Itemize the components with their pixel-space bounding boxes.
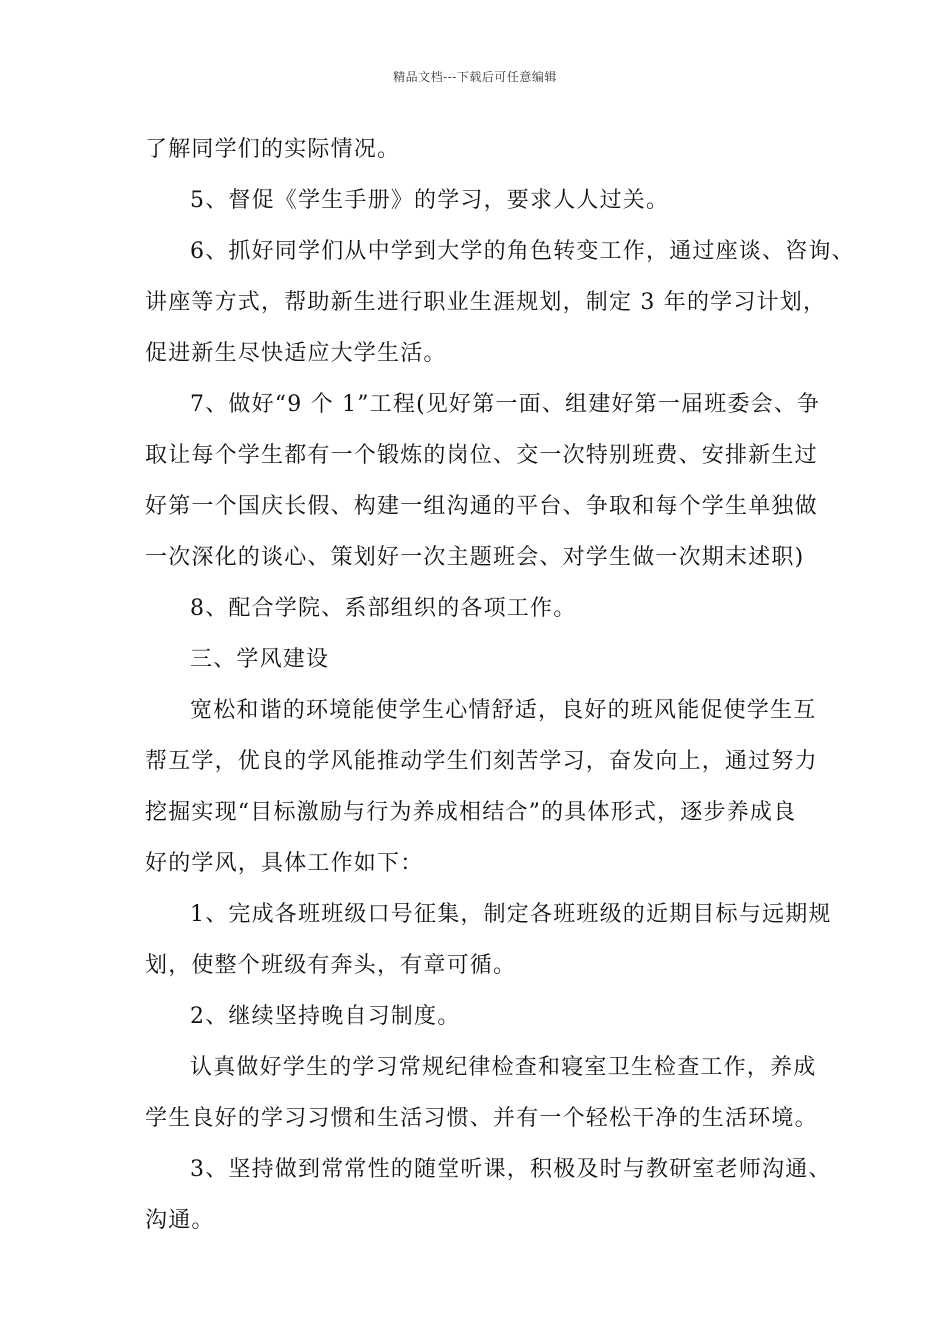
body-line: 划，使整个班级有奔头，有章可循。 [145, 953, 517, 978]
body-line: 促进新生尽快适应大学生活。 [145, 341, 447, 366]
body-line: 挖掘实现“目标激励与行为养成相结合”的具体形式，逐步养成良 [145, 800, 797, 825]
body-line: 7、做好“9 个 1”工程(见好第一面、组建好第一届班委会、争 [190, 392, 821, 417]
body-line: 好第一个国庆长假、构建一组沟通的平台、争取和每个学生单独做 [145, 494, 818, 519]
body-line: 一次深化的谈心、策划好一次主题班会、对学生做一次期末述职) [145, 545, 805, 570]
body-line: 1、完成各班班级口号征集，制定各班班级的近期目标与远期规 [190, 902, 832, 927]
body-line: 5、督促《学生手册》的学习，要求人人过关。 [190, 188, 670, 213]
body-line: 宽松和谐的环境能使学生心情舒适，良好的班风能促使学生互 [190, 698, 817, 723]
body-line: 讲座等方式，帮助新生进行职业生涯规划，制定 3 年的学习计划， [145, 290, 827, 315]
body-line: 3、坚持做到常常性的随堂听课，积极及时与教研室老师沟通、 [190, 1157, 832, 1182]
body-line: 好的学风，具体工作如下： [145, 851, 424, 876]
body-line: 6、抓好同学们从中学到大学的角色转变工作，通过座谈、咨询、 [190, 239, 855, 264]
page-header: 精品文档---下载后可任意编辑 [393, 70, 557, 84]
body-line: 2、继续坚持晚自习制度。 [190, 1004, 461, 1029]
body-line: 了解同学们的实际情况。 [145, 137, 401, 162]
body-line: 认真做好学生的学习常规纪律检查和寝室卫生检查工作，养成 [190, 1055, 817, 1080]
section-heading: 三、学风建设 [190, 647, 330, 672]
body-line: 帮互学，优良的学风能推动学生们刻苦学习，奋发向上，通过努力 [145, 749, 818, 774]
body-line: 沟通。 [145, 1208, 215, 1233]
body-line: 取让每个学生都有一个锻炼的岗位、交一次特别班费、安排新生过 [145, 443, 818, 468]
body-line: 学生良好的学习习惯和生活习惯、并有一个轻松干净的生活环境。 [145, 1106, 818, 1131]
body-line: 8、配合学院、系部组织的各项工作。 [190, 596, 577, 621]
